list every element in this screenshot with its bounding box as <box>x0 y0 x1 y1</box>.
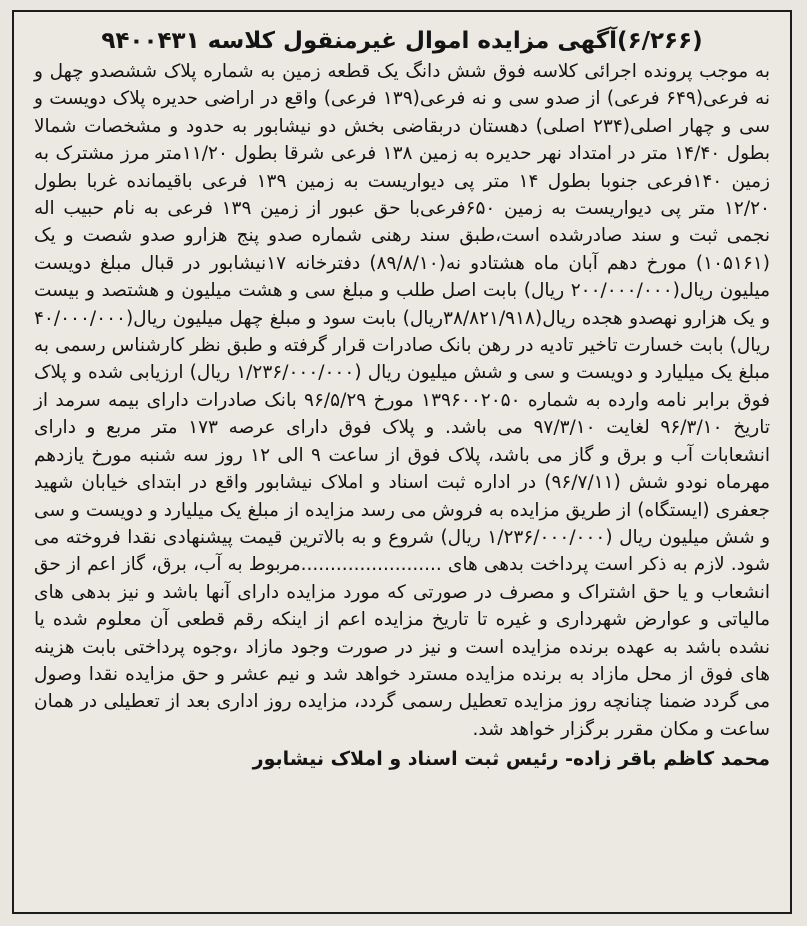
auction-notice <box>12 10 792 914</box>
notice-body: به موجب پرونده اجرائی کلاسه فوق شش دانگ یک قطعه زمین به شماره پلاک ششصدو چهل و نه فرعی(۶۴۹ فرعی) از صدو سی و نه فرعی(۱۳۹ فرعی) واقع در اراضی حدیره پلاک دویست و سی و چهار اصلی(۲۳۴ اصلی) دهستان دربقاضی بخش دو نیشابور به حدود و مشخصات شمالا بطول ۱۴/۴۰ متر در امتداد نهر حدیره به زمین ۱۳۸ فرعی شرقا بطول ۱۱/۲۰متر مرز مشترک به زمین ۱۴۰فرعی جنوبا بطول ۱۴ متر پی دیواریست به زمین ۱۳۹ فرعی باقیمانده غربا بطول ۱۲/۲۰ متر پی دیواریست به زمین ۶۵۰فرعی‌با حق عبور از زمین ۱۳۹ فرعی به نام حبیب اله نجمی ثبت و سند صادرشده است،طبق سند رهنی شماره صدو پنج هزارو صدو شصت و یک (۱۰۵۱۶۱) مورخ دهم آبان ماه هشتادو نه(۸۹/۸/۱۰) دفترخانه ۱۷نیشابور در قبال مبلغ دویست میلیون ریال(۲۰۰/۰۰۰/۰۰۰ ریال) بابت اصل طلب و مبلغ سی و هشت میلیون و هشتصد و بیست و یک هزارو نهصدو هجده ریال(۳۸/۸۲۱/۹۱۸ریال) بابت سود و مبلغ چهل میلیون ریال(۴۰/۰۰۰/۰۰۰ ریال) بابت خسارت تاخیر تادیه در رهن بانک صادرات قرار گرفته و طبق نظر کارشناس رسمی به مبلغ یک میلیارد و دویست و سی و شش میلیون ریال (۱/۲۳۶/۰۰۰/۰۰۰ ریال) ارزیابی شده و پلاک فوق برابر نامه وارده به شماره ۱۳۹۶۰۰۲۰۵۰ مورخ ۹۶/۵/۲۹ بانک صادرات دارای بیمه سرمد از تاریخ ۹۶/۳/۱۰ لغایت ۹۷/۳/۱۰ می باشد. و پلاک فوق دارای عرصه ۱۷۳ متر مربع و دارای انشعابات آب و برق و گاز می باشد، پلاک فوق از ساعت ۹ الی ۱۲ روز سه شنبه مورخ یازدهم مهرماه نودو شش (۹۶/۷/۱۱) در اداره ثبت اسناد و املاک نیشابور واقع در ابتدای خیابان شهید جعفری (ایستگاه) از طریق مزایده به فروش می رسد مزایده از مبلغ یک میلیارد و دویست و سی و شش میلیون ریال (۱/۲۳۶/۰۰۰/۰۰۰ ریال) شروع و به بالاترین قیمت پیشنهادی نقدا فروخته می شود. لازم به ذکر است پرداخت بدهی های ........................مربوط به آب، برق، گاز اعم از حق انشعاب و یا حق اشتراک و مصرف در صورتی که مورد مزایده دارای آنها باشد و نیز بدهی های مالیاتی و عوارض شهرداری و غیره تا تاریخ مزایده اعم از اینکه رقم قطعی آن معلوم شده یا نشده باشد به عهده برنده مزایده است و نیز در صورت وجود مازاد ،وجوه پرداختی بابت هزینه های فوق از محل مازاد به برنده مزایده مسترد خواهد شد و نیم عشر و حق مزایده نقدا وصول می گردد ضمنا چنانچه روز مزایده تعطیل رسمی گردد، مزایده روز اداری بعد از تعطیلی در همان ساعت و مکان مقرر برگزار خواهد شد. <box>34 61 771 740</box>
notice-signature: محمد کاظم باقر زاده- رئیس ثبت اسناد و املاک نیشابور <box>252 748 770 771</box>
notice-title: (۶/۲۶۶)آگهی مزایده اموال غیرمنقول کلاسه ۹۴۰۰۴۳۱ <box>101 28 703 54</box>
